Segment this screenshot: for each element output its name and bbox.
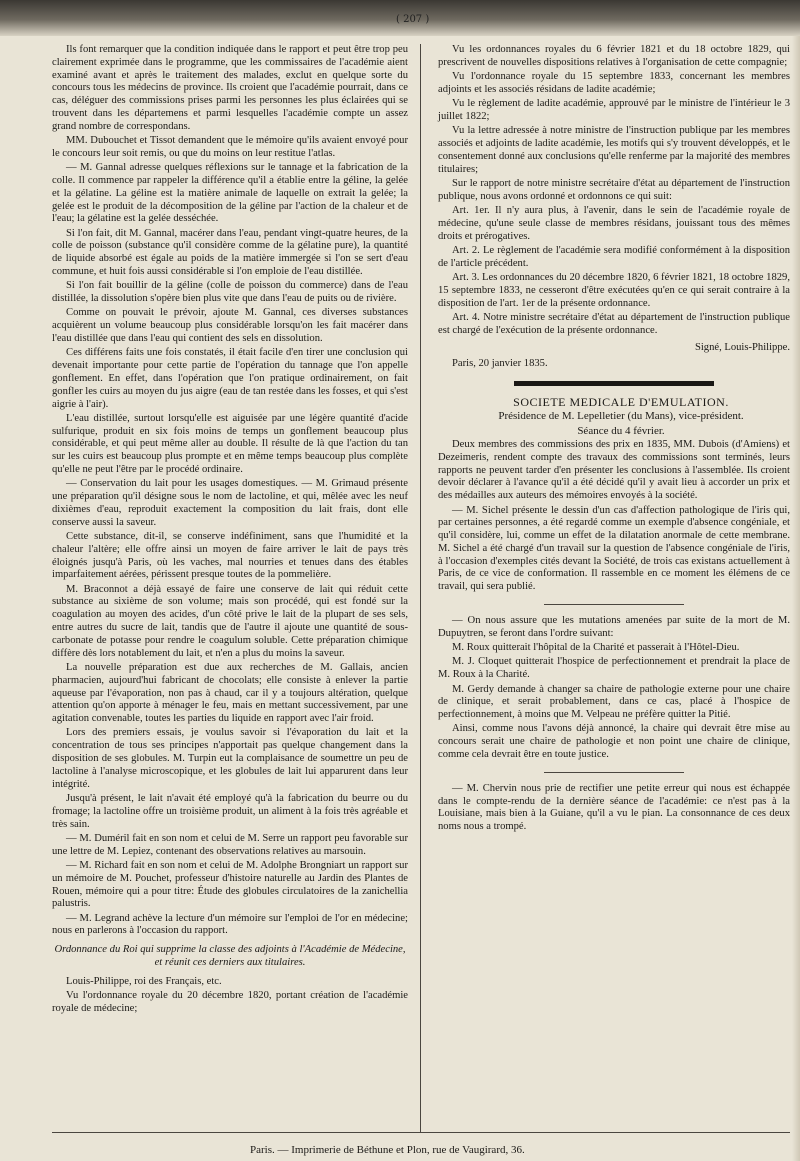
paragraph: Si l'on fait, dit M. Gannal, macérer dans l'eau, pendant vingt-quatre heures, de la colle de poisson (substance qu'il considère comme de la gélatine pure), la quantité de liquide absorbé est égale au poids de la matière immergée si l'on se sert d'eau commune, et huit fois aussi considérable si l'on emploie de l'eau distillée.	[52, 227, 408, 278]
separator-rule	[544, 772, 684, 773]
imprint: Paris. — Imprimerie de Béthune et Plon, rue de Vaugirard, 36.	[250, 1144, 525, 1156]
ordinance-title: Ordonnance du Roi qui supprime la classe des adjoints à l'Académie de Médecine, et réunit ces derniers aux titulaires.	[54, 944, 406, 968]
paragraph: — M. Duméril fait en son nom et celui de M. Serre un rapport peu favorable sur une lettre de M. Lepiez, contenant des observations relatives au marsouin.	[52, 832, 408, 857]
page-right-edge	[792, 36, 800, 1161]
paragraph: M. Braconnot a déjà essayé de faire une conserve de lait qui réduit cette substance au sixième de son volume; mais son procédé, qui est fondé sur la coagulation au moyen des acides, d'un côté prive le lait de la plupart de ses sels, entre autres du sucre de lait, tandis que de l'autre il ajoute une quantité de sous-carbonate de potasse pour rendre le coagulum soluble. Cette préparation chimique diffère dès lors notablement du lait, et n'en a plus du moins la saveur.	[52, 583, 408, 659]
ordinance-article: Art. 2. Le règlement de l'académie sera modifié conformément à la disposition de l'article précédent.	[438, 244, 790, 269]
news-paragraph: M. J. Cloquet quitterait l'hospice de perfectionnement et prendrait la place de M. Roux à la Charité.	[438, 656, 790, 681]
page-number: ( 207 )	[396, 14, 430, 25]
ordinance-article: Vu les ordonnances royales du 6 février 1821 et du 18 octobre 1829, qui prescrivent de nouvelles dispositions relatives à l'organisation de cette compagnie;	[438, 44, 790, 68]
news-paragraph: — On nous assure que les mutations amenées par suite de la mort de M. Dupuytren, se feront dans l'ordre suivant:	[438, 615, 790, 639]
ordinance-article: Art. 1er. Il n'y aura plus, à l'avenir, dans le sein de l'académie royale de médecine, qu'une seule classe de membres résidans, jouissant tous des mêmes droits et prérogatives.	[438, 205, 790, 242]
society-seance: Séance du 4 février.	[577, 424, 665, 437]
ordinance-article: Art. 3. Les ordonnances du 20 décembre 1820, 6 février 1821, 18 octobre 1829, 15 septembre 1833, ne cesseront d'être exécutées qu'en ce qui serait contraire à la disposition de l'art. 1er de la présente ordonnance.	[438, 272, 790, 309]
signature-line: Signé, Louis-Philippe.	[694, 341, 790, 353]
paragraph: MM. Dubouchet et Tissot demandent que le mémoire qu'ils avaient envoyé pour le concours leur soit remis, ou que du moins on leur restitue l'atlas.	[52, 135, 408, 159]
paragraph: L'eau distillée, surtout lorsqu'elle est aiguisée par une légère quantité d'acide sulfurique, produit en six fois moins de temps un gonflement beaucoup plus considérable, et qui peut même aller au double. Il résulte de là que l'action du tan sur les cuirs est beaucoup plus prompte et en même temps beaucoup plus complète qu'elle ne peut l'être par le procédé ordinaire.	[52, 412, 408, 475]
society-paragraph: Deux membres des commissions des prix en 1835, MM. Dubois (d'Amiens) et Dezeimeris, rendent compte des travaux des commissions sont terminés, leurs rapports ne peuvent tarder d'en présenter les conclusions à l'assemblée. Ils croient devoir déclarer à l'avance qu'il a été décidé qu'il y avait lieu à accorder un prix et des médailles aux auteurs des mémoires envoyés à la société.	[438, 439, 790, 502]
ordinance-article: Sur le rapport de notre ministre secrétaire d'état au département de l'instruction publique, nous avons ordonné et ordonnons ce qui suit:	[438, 177, 790, 202]
ordinance-paragraph: Louis-Philippe, roi des Français, etc.	[66, 975, 222, 987]
right-column	[438, 44, 790, 836]
paragraph: Jusqu'à présent, le lait n'avait été employé qu'à la fabrication du beurre ou du fromage; la lactoline offre un troisième produit, un aliment à la fois très agréable et très sain.	[52, 792, 408, 830]
paragraph: — Conservation du lait pour les usages domestiques. — M. Grimaud présente une préparation qu'il désigne sous le nom de lactoline, et qui, mêlée avec les neuf dixièmes d'eau, reproduit exactement la composition du lait frais, dont elle conserve aussi la saveur.	[52, 478, 408, 528]
separator-rule	[544, 604, 684, 605]
ordinance-article: Vu le règlement de ladite académie, approuvé par le ministre de l'intérieur le 3 juillet 1822;	[438, 98, 790, 122]
paragraph: — M. Legrand achève la lecture d'un mémoire sur l'emploi de l'or en médecine; nous en parlerons à l'occasion du rapport.	[52, 912, 408, 937]
paragraph: Comme on pouvait le prévoir, ajoute M. Gannal, ces diverses substances acquièrent un volume beaucoup plus considérable lorsqu'on les fait macérer dans l'eau distillée que dans l'eau qui contient des sels en dissolution.	[52, 307, 408, 345]
paragraph: — M. Gannal adresse quelques réflexions sur le tannage et la fabrication de la colle. Il commence par rappeler la différence qu'il a établie entre la géline, la gelée et la gélatine. La géline est la matière animale de laquelle on extrait la gelée; la gelée est le produit de la décomposition de la géline par l'action de la chaleur et de l'eau; la gélatine est la gelée desséchée.	[52, 162, 408, 225]
paragraph: La nouvelle préparation est due aux recherches de M. Gallais, ancien pharmacien, aujourd'hui fabricant de chocolats; elle consiste à enlever la partie aqueuse par l'évaporation, non pas à chaud, car il y a toujours altération, quelque attention qu'on apporte à ménager le feu, mais en mettant successivement, par une agitation convenable, toutes les parties du liquide en rapport avec l'air froid.	[52, 661, 408, 725]
footer-rule	[52, 1132, 790, 1133]
erratum-paragraph: — M. Chervin nous prie de rectifier une petite erreur qui nous est échappée dans le compte-rendu de la dernière séance de l'académie: ce n'est pas à la Louisiane, mais bien à la Guiane, qu'il a vu le pian. La consonnance de ces deux noms nous a trompé.	[438, 782, 790, 833]
news-paragraph: Ainsi, comme nous l'avons déjà annoncé, la chaire qui devrait être mise au concours serait une chaire de pathologie et non point une chaire de clinique, comme cela devrait être en toute justice.	[438, 723, 790, 761]
society-heading: SOCIETE MEDICALE D'EMULATION.	[513, 395, 729, 410]
society-presidence: Présidence de M. Lepelletier (du Mans), vice-président.	[498, 410, 744, 423]
paragraph: Cette substance, dit-il, se conserve indéfiniment, sans que l'humidité et la chaleur l'altère; elle offre ainsi un moyen de faire arriver le lait de pays très éloignés jusqu'à Paris, où les vaches, mal nourries et tenues dans des étables imparfaitement aérées, périssent presque toutes de la pommelière.	[52, 530, 408, 581]
society-paragraph: — M. Sichel présente le dessin d'un cas d'affection pathologique de l'iris qui, par certaines personnes, a été regardé comme un exemple d'absence congéniale, et qu'il considère, lui, comme un effet de la dilatation anormale de cette membrane. M. Sichel a été chargé d'un travail sur la question de l'absence congéniale de l'iris, à l'occasion d'exemples cités devant la Société, de trois cas existans actuellement à Paris, de ce vice de conformation. Il rassemble en ce moment les élémens de ce travail, qui sera publié.	[438, 504, 790, 593]
news-paragraph: M. Roux quitterait l'hôpital de la Charité et passerait à l'Hôtel-Dieu.	[452, 642, 740, 654]
paragraph: Lors des premiers essais, je voulus savoir si l'évaporation du lait et la concentration de tous ses principes n'apportait pas quelque changement dans la disposition de ses globules. M. Turpin eut la complaisance de soumettre un peu de lactoline à l'analyse microscopique, et les globules de lait lui apparurent dans leur intégrité.	[52, 727, 408, 790]
paragraph: Ces différens faits une fois constatés, il était facile d'en tirer une conclusion qui devenait importante pour cette partie de l'opération du tannage que l'on appelle gonflement. En effet, dans l'opération que l'on pratique ordinairement, on fait gonfler les cuirs au moyen du jus aigre (eau de tan restée dans les fosses, et qui s'est aigrie à l'air).	[52, 347, 408, 410]
paragraph: Ils font remarquer que la condition indiquée dans le rapport et peut être trop peu clairement exprimée dans le programme, que les commissaires de l'académie aient examiné avant et après le traitement des malades, exclut en quelque sorte du concours tous les médecins de province. Ils croient que l'académie pourrait, dans ce cas, déléguer des commissions prises parmi les personnes les plus éclairées qui se trouvent dans les départemens et parmi lesquelles l'académie compte un assez grand nombre de correspondans.	[52, 44, 408, 132]
section-rule	[514, 381, 714, 386]
paragraph: — M. Richard fait en son nom et celui de M. Adolphe Brongniart un rapport sur un mémoire de M. Pouchet, professeur d'histoire naturelle au Jardin des Plantes de Rouen, mémoire qui a pour titre: Étude des globules circulatoires de la zanichellia palustris.	[52, 859, 408, 910]
date-line: Paris, 20 janvier 1835.	[452, 358, 548, 370]
ordinance-article: Vu l'ordonnance royale du 15 septembre 1833, concernant les membres adjoints et les associés résidans de ladite académie;	[438, 71, 790, 95]
ordinance-paragraph: Vu l'ordonnance royale du 20 décembre 1820, portant création de l'académie royale de médecine;	[52, 990, 408, 1014]
paragraph: Si l'on fait bouillir de la géline (colle de poisson du commerce) dans de l'eau distillée, la dissolution s'opère bien plus vite que dans l'eau de puits ou de rivière.	[52, 280, 408, 305]
ordinance-article: Vu la lettre adressée à notre ministre de l'instruction publique par les membres associés et adjoints de ladite académie, les motifs qui s'y trouvent développés, et le consentement donné aux conclusions qu'elle renferme par la majorité des membres titulaires;	[438, 125, 790, 175]
left-column	[52, 44, 408, 1017]
news-paragraph: M. Gerdy demande à changer sa chaire de pathologie externe pour une chaire de clinique, et serait probablement, dans ce cas, placé à l'hospice de perfectionnement, à moins que M. Velpeau ne préfère quitter la Pitié.	[438, 683, 790, 721]
ordinance-article: Art. 4. Notre ministre secrétaire d'état au département de l'instruction publique est chargé de l'exécution de la présente ordonnance.	[438, 311, 790, 336]
column-divider	[420, 44, 421, 1132]
